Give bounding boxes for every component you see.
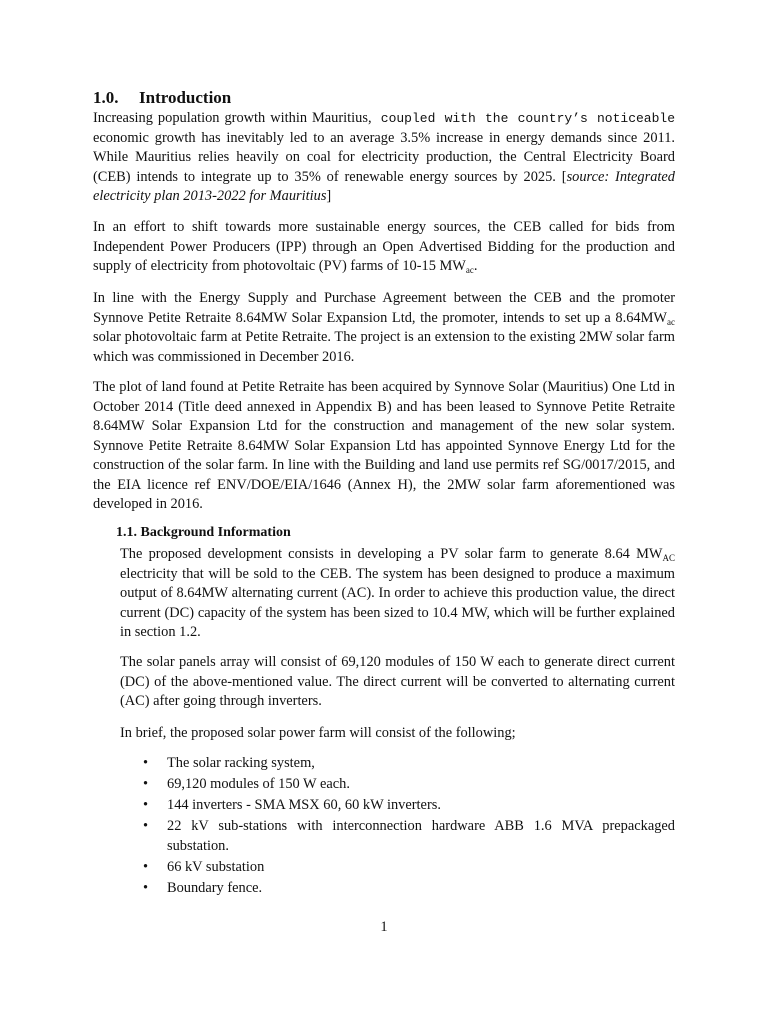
p1-end: ]	[326, 188, 332, 204]
list-item-text: 144 inverters - SMA MSX 60, 60 kW inverters.	[167, 797, 441, 813]
s1-text-a: The proposed development consists in developing a PV solar farm to generate 8.64 MW	[120, 546, 663, 562]
s1-text-b: electricity that will be sold to the CEB. The system has been designed to produce a maximum output of 8.64MW alternating current (AC). In order to achieve this production value, the direct current (DC) capacity of the system has been sized to 10.4 MW, which will be further explained in section 1.2.	[120, 565, 675, 640]
bullet-icon: •	[143, 858, 149, 875]
p3-subscript: ac	[667, 316, 675, 327]
background-paragraph-3: In brief, the proposed solar power farm will consist of the following;	[120, 725, 516, 741]
section-heading	[93, 88, 231, 108]
list-item	[120, 817, 675, 856]
list-item-text: 22 kV sub-stations with interconnection hardware ABB 1.6 MVA prepackaged substation.	[167, 818, 675, 854]
component-list	[120, 754, 675, 900]
subsection-heading: 1.1. Background Information	[116, 525, 291, 540]
intro-paragraph-4: The plot of land found at Petite Retraite has been acquired by Synnove Solar (Mauritius) One Ltd in October 2014 (Title deed annexed in Appendix B) and has been leased to Synnove Petite Retraite 8.64MW Solar Expansion Ltd for the construction and management of the new solar system. Synnove Petite Retraite 8.64MW Solar Expansion Ltd has appointed Synnove Energy Ltd for the construction of the solar farm. In line with the Building and land use permits ref SG/0017/2015, and the EIA licence ref ENV/DOE/EIA/1646 (Annex H), the 2MW solar farm aforementioned was developed in 2016.	[93, 379, 675, 512]
p2-end: .	[473, 258, 478, 274]
bullet-icon: •	[143, 755, 149, 771]
list-item-text: The solar racking system,	[167, 755, 315, 771]
list-item-text: 69,120 modules of 150 W each.	[167, 776, 350, 792]
p1-text-a: Increasing population growth within Mauritius,	[93, 110, 372, 126]
p1-text-b: coupled with the country’s noticeable	[371, 111, 676, 126]
p2-text: In an effort to shift towards more sustainable energy sources, the CEB called for bids from Independent Power Producers (IPP) through an Open Advertised Bidding for the production and supply of electricity from photovoltaic (PV) farms of 10-15 MW	[93, 219, 675, 274]
intro-paragraph-2	[93, 218, 675, 277]
page-number: 1	[380, 919, 388, 935]
bullet-icon: •	[143, 797, 149, 813]
section-number: 1.0.	[93, 88, 119, 107]
list-item	[120, 879, 675, 899]
p2-subscript: ac	[465, 265, 474, 275]
list-item	[120, 754, 675, 774]
s1-subscript: AC	[662, 553, 675, 563]
p3-text-b: solar photovoltaic farm at Petite Retraite. The project is an extension to the existing 2MW solar farm which was commissioned in December 2016.	[93, 329, 675, 365]
p3-text-a: In line with the Energy Supply and Purchase Agreement between the CEB and the promoter Synnove Petite Retraite 8.64MW Solar Expansion Ltd, the promoter, intends to set up a 8.64MW	[93, 290, 675, 326]
section-title: Introduction	[139, 88, 232, 107]
list-item	[120, 858, 675, 878]
bullet-icon: •	[143, 818, 149, 834]
intro-paragraph-3	[93, 289, 675, 367]
background-paragraph-1	[120, 545, 675, 643]
intro-paragraph-1	[93, 109, 675, 207]
list-item-text: 66 kV substation	[167, 858, 265, 875]
bullet-icon: •	[143, 879, 149, 896]
list-item	[120, 796, 675, 816]
list-item	[120, 775, 675, 795]
bullet-icon: •	[143, 776, 149, 792]
list-item-text: Boundary fence.	[167, 879, 263, 896]
background-paragraph-2: The solar panels array will consist of 69,120 modules of 150 W each to generate direct current (DC) of the above-mentioned value. The direct current will be converted to alternating current (AC) after going through inverters.	[120, 654, 675, 709]
p1-text-c: economic growth has inevitably led to an average 3.5% increase in energy demands since 2011. While Mauritius relies heavily on coal for electricity production, the Central Electricity Board (CEB) intends to integrate up to 35% of renewable energy sources by 2025. [	[93, 129, 675, 185]
p1-source: source: Integrated electricity plan 2013-2022 for Mauritius	[93, 168, 675, 204]
